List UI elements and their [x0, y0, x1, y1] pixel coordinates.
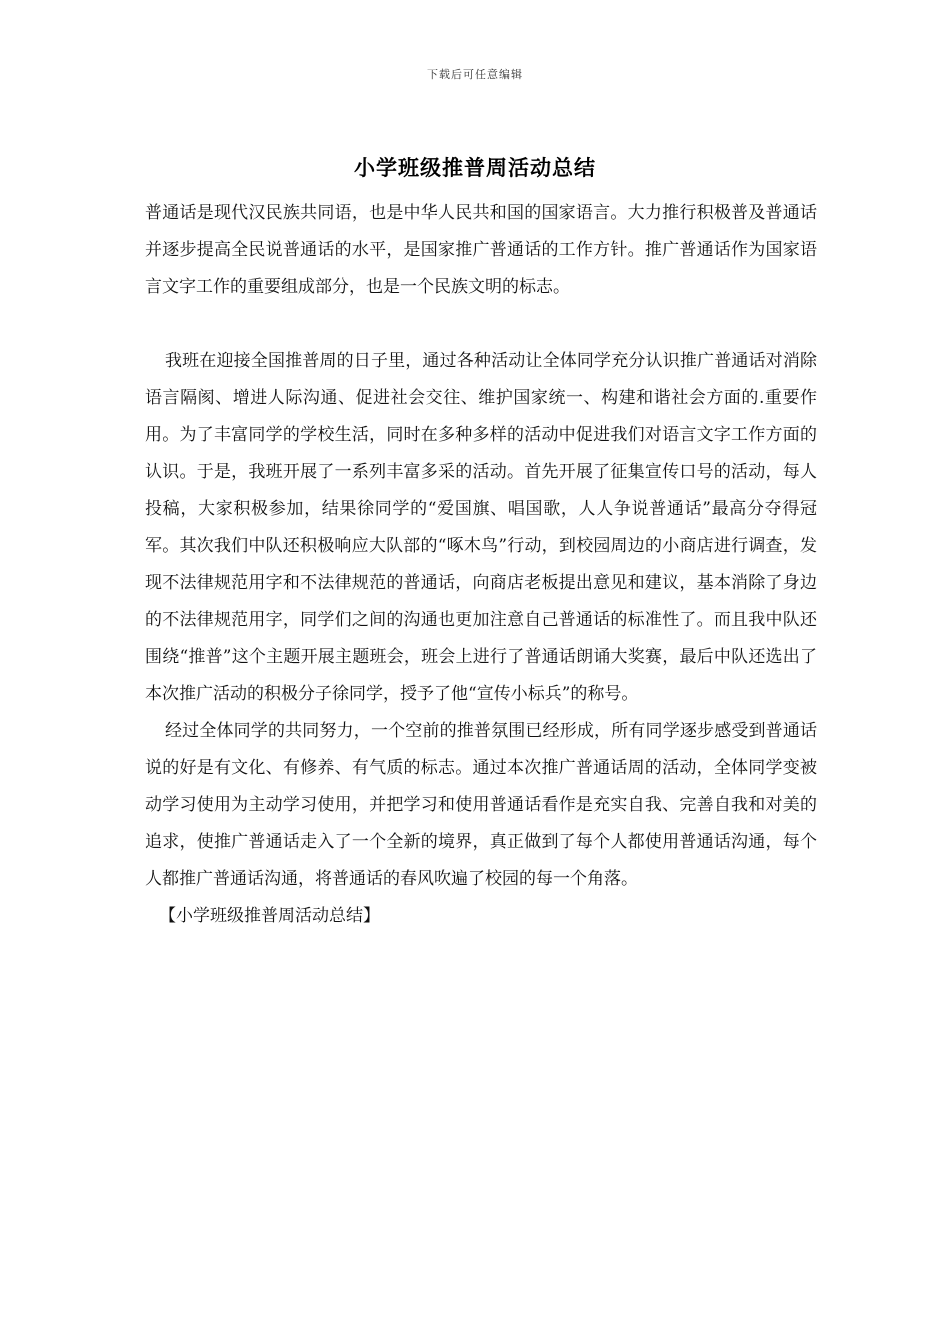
document-body — [145, 195, 817, 935]
paragraph-gap — [145, 306, 817, 343]
paragraph-results: 经过全体同学的共同努力，一个空前的推普氛围已经形成，所有同学逐步感受到普通话说的好是有文化、有修养、有气质的标志。通过本次推广普通话周的活动，全体同学变被动学习使用为主动学习使用，并把学习和使用普通话看作是充实自我、完善自我和对美的追求，使推广普通话走入了一个全新的境界，真正做到了每个人都使用普通话沟通，每个人都推广普通话沟通，将普通话的春风吹遍了校园的每一个角落。 — [145, 721, 817, 889]
paragraph-activities: 我班在迎接全国推普周的日子里，通过各种活动让全体同学充分认识推广普通话对消除语言隔阂、增进人际沟通、促进社会交往、维护国家统一、构建和谐社会方面的.重要作用。为了丰富同学的学校生活，同时在多种多样的活动中促进我们对语言文字工作方面的认识。于是，我班开展了一系列丰富多采的活动。首先开展了征集宣传口号的活动，每人投稿，大家积极参加，结果徐同学的“爱国旗、唱国歌，人人争说普通话”最高分夺得冠军。其次我们中队还积极响应大队部的“啄木鸟”行动，到校园周边的小商店进行调查，发现不法律规范用字和不法律规范的普通话，向商店老板提出意见和建议，基本消除了身边的不法律规范用字，同学们之间的沟通也更加注意自己普通话的标准性了。而且我中队还围绕“推普”这个主题开展主题班会，班会上进行了普通话朗诵大奖赛，最后中队还选出了本次推广活动的积极分子徐同学，授予了他“宣传小标兵”的称号。 — [145, 351, 817, 704]
paragraph-intro: 普通话是现代汉民族共同语，也是中华人民共和国的国家语言。大力推行积极普及普通话并逐步提高全民说普通话的水平，是国家推广普通话的工作方针。推广普通话作为国家语言文字工作的重要组成部分，也是一个民族文明的标志。 — [145, 203, 817, 297]
header-note: 下载后可任意编辑 — [427, 68, 523, 81]
document-title: 小学班级推普周活动总结 — [354, 155, 596, 180]
closing-line: 【小学班级推普周活动总结】 — [159, 906, 380, 926]
